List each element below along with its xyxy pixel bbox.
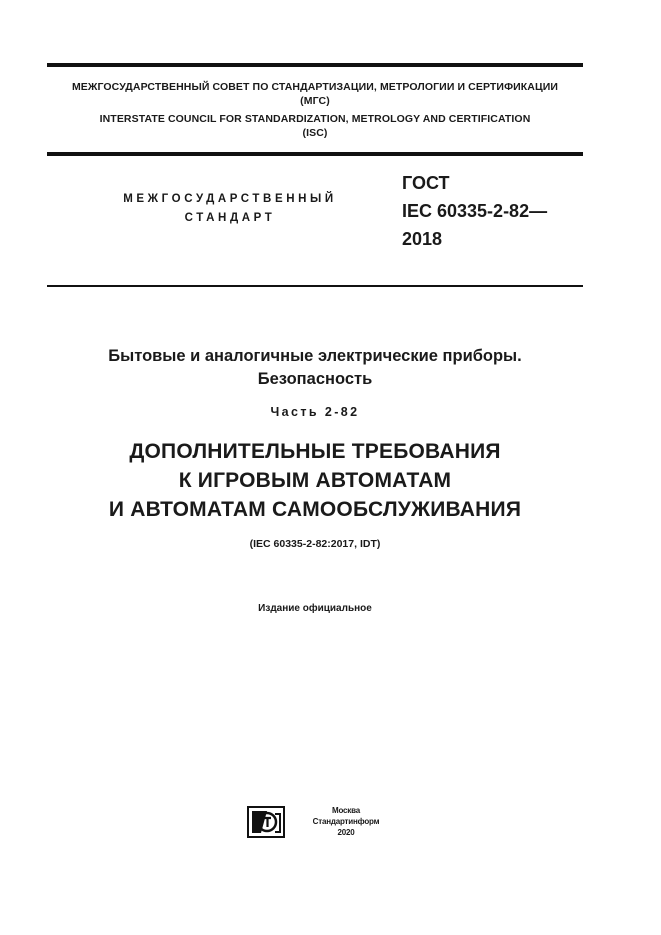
edition-label: Издание официальное [258,603,372,614]
publisher-city: Москва [332,806,360,815]
council-en-line: INTERSTATE COUNCIL FOR STANDARDIZATION, METROLOGY AND CERTIFICATION [99,113,531,125]
gost-year: 2018 [402,229,443,249]
title-line1: Бытовые и аналогичные электрические приборы. [108,347,522,365]
equivalence-code: (IEC 60335-2-82:2017, IDT) [249,538,381,550]
council-en-abbr: (ISC) [302,127,328,139]
publisher-name: Стандартинформ [312,817,380,826]
standard-rule [47,285,583,287]
part-number: Часть 2-82 [270,405,360,419]
title-line2: Безопасность [257,370,373,388]
standartinform-logo-icon [247,806,285,838]
council-ru-abbr: (МГС) [300,95,330,107]
top-rule [47,63,583,67]
main-title-line2: К ИГРОВЫМ АВТОМАТАМ [178,469,452,492]
main-title-line1: ДОПОЛНИТЕЛЬНЫЕ ТРЕБОВАНИЯ [129,440,501,463]
gost-label: ГОСТ [402,173,450,193]
gost-number: IEC 60335-2-82— [402,201,548,221]
council-ru-line: МЕЖГОСУДАРСТВЕННЫЙ СОВЕТ ПО СТАНДАРТИЗАЦИИ, МЕТРОЛОГИИ И СЕРТИФИКАЦИИ [71,81,559,93]
publisher-year: 2020 [337,828,355,837]
header-rule [47,152,583,156]
standard-kind-line1: МЕЖГОСУДАРСТВЕННЫЙ [123,193,337,205]
standard-kind-line2: СТАНДАРТ [184,212,276,224]
main-title-line3: И АВТОМАТАМ САМООБСЛУЖИВАНИЯ [108,498,522,521]
